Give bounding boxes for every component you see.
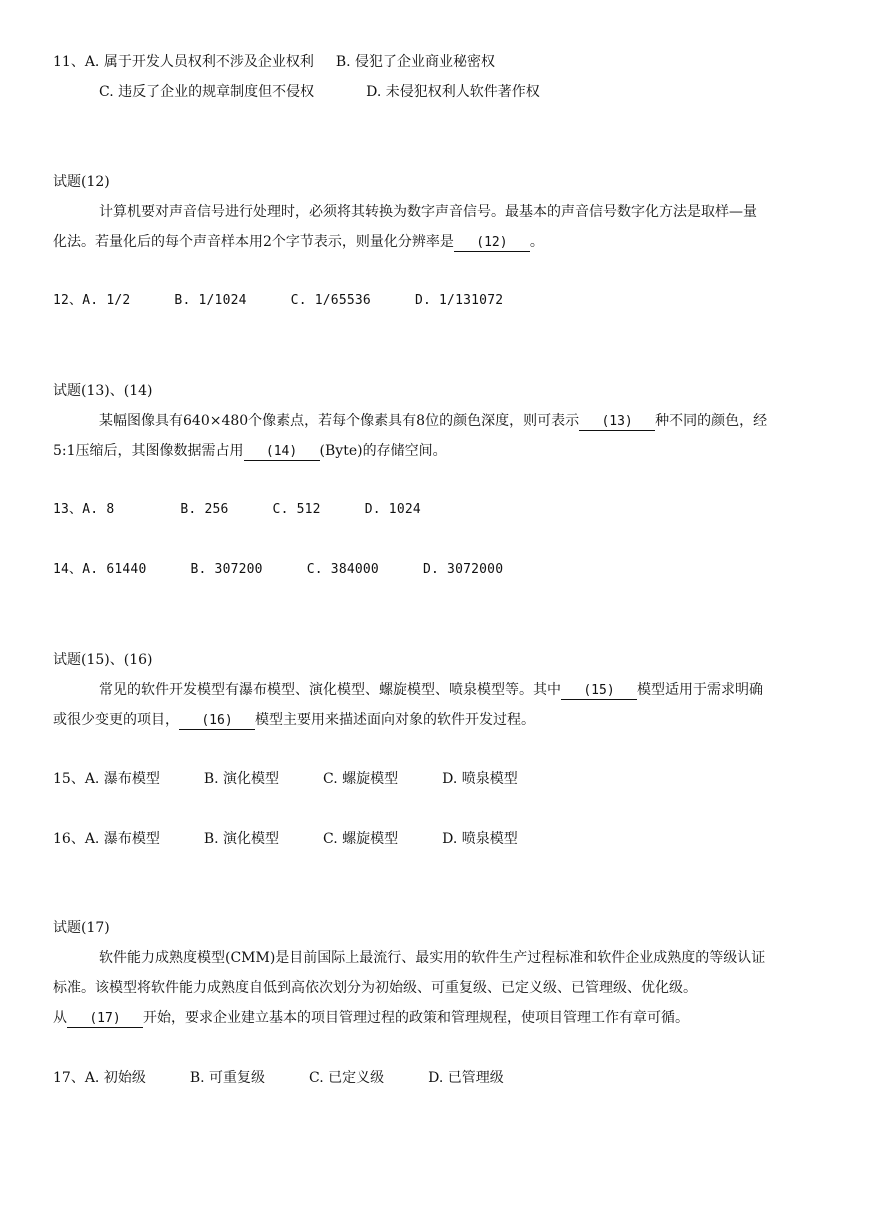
q13-option-a: 13、A. 8 xyxy=(53,502,115,517)
q11-option-d: D. 未侵犯权利人软件著作权 xyxy=(366,84,540,100)
q11-option-c: C. 违反了企业的规章制度但不侵权 xyxy=(99,84,315,100)
q13-14-paragraph-line-1 xyxy=(99,411,767,431)
q12-paragraph-line-1: 计算机要对声音信号进行处理时，必须将其转换为数字声音信号。最基本的声音信号数字化方法是取样—量 xyxy=(99,204,757,220)
q15-text-after: 模型适用于需求明确 xyxy=(637,682,763,698)
q13-14-heading: 试题(13)、(14) xyxy=(53,383,153,399)
q16-text-after: 模型主要用来描述面向对象的软件开发过程。 xyxy=(255,712,535,728)
q16-option-d: D. 喷泉模型 xyxy=(442,831,518,847)
q15-option-c: C. 螺旋模型 xyxy=(323,771,399,787)
q14-option-a: 14、A. 61440 xyxy=(53,562,147,577)
q15-16-paragraph-line-1 xyxy=(99,680,763,700)
q16-options xyxy=(53,829,518,849)
q16-option-a: 16、A. 瀑布模型 xyxy=(53,831,160,847)
q12-option-a: 12、A. 1/2 xyxy=(53,293,131,308)
q15-16-heading: 试题(15)、(16) xyxy=(53,652,153,668)
q13-text-after: 种不同的颜色，经 xyxy=(655,413,768,429)
q17-options xyxy=(53,1068,504,1088)
q15-option-b: B. 演化模型 xyxy=(203,771,280,787)
q12-text-before: 化法。若量化后的每个声音样本用2个字节表示，则量化分辨率是 xyxy=(53,234,454,250)
q14-text-after: (Byte)的存储空间。 xyxy=(319,443,447,459)
q16-option-b: B. 演化模型 xyxy=(203,831,280,847)
q11-options-line-1 xyxy=(53,52,495,72)
q12-option-b: B. 1/1024 xyxy=(174,293,247,308)
q14-answer-blank: (14) xyxy=(244,444,320,461)
q17-text-before: 从 xyxy=(53,1010,67,1026)
q17-paragraph-line-3 xyxy=(53,1008,689,1028)
q12-options xyxy=(53,291,503,311)
q17-option-c: C. 已定义级 xyxy=(309,1070,385,1086)
q15-option-a: 15、A. 瀑布模型 xyxy=(53,771,160,787)
q13-options xyxy=(53,500,421,520)
q16-answer-blank: (16) xyxy=(179,713,255,730)
q17-paragraph-line-1: 软件能力成熟度模型(CMM)是目前国际上最流行、最实用的软件生产过程标准和软件企业成熟度的等级认证 xyxy=(99,950,766,966)
q14-option-d: D. 3072000 xyxy=(422,562,504,577)
q12-paragraph-line-2 xyxy=(53,232,544,252)
q11-option-a: 11、A. 属于开发人员权利不涉及企业权利 xyxy=(53,54,314,70)
q15-answer-blank: (15) xyxy=(561,683,637,700)
q17-option-d: D. 已管理级 xyxy=(428,1070,504,1086)
q11-options-line-2 xyxy=(99,82,540,102)
q13-text-before: 某幅图像具有640×480个像素点，若每个像素具有8位的颜色深度，则可表示 xyxy=(99,413,580,429)
q14-option-b: B. 307200 xyxy=(190,562,263,577)
q12-option-d: D. 1/131072 xyxy=(414,293,504,308)
q17-option-a: 17、A. 初始级 xyxy=(53,1070,146,1086)
q17-option-b: B. 可重复级 xyxy=(189,1070,266,1086)
q17-paragraph-line-2: 标准。该模型将软件能力成熟度自低到高依次划分为初始级、可重复级、已定义级、已管理级、优化级。 xyxy=(53,980,697,996)
q12-answer-blank: (12) xyxy=(454,235,530,252)
q13-answer-blank: (13) xyxy=(579,414,655,431)
q14-option-c: C. 384000 xyxy=(306,562,379,577)
q13-option-c: C. 512 xyxy=(272,502,321,517)
q14-text-before: 5:1压缩后，其图像数据需占用 xyxy=(53,443,244,459)
q13-14-paragraph-line-2 xyxy=(53,441,447,461)
q13-option-d: D. 1024 xyxy=(364,502,421,517)
q12-text-after: 。 xyxy=(529,234,544,250)
q17-heading: 试题(17) xyxy=(53,920,110,936)
q12-heading: 试题(12) xyxy=(53,174,110,190)
q16-text-before: 或很少变更的项目， xyxy=(53,712,179,728)
q17-text-after: 开始，要求企业建立基本的项目管理过程的政策和管理规程，使项目管理工作有章可循。 xyxy=(143,1010,689,1026)
q15-option-d: D. 喷泉模型 xyxy=(442,771,518,787)
q16-option-c: C. 螺旋模型 xyxy=(323,831,399,847)
q15-options xyxy=(53,769,518,789)
q13-option-b: B. 256 xyxy=(180,502,229,517)
q15-16-paragraph-line-2 xyxy=(53,710,535,730)
q12-option-c: C. 1/65536 xyxy=(290,293,371,308)
q14-options xyxy=(53,560,503,580)
q11-option-b: B. 侵犯了企业商业秘密权 xyxy=(335,54,496,70)
q17-answer-blank: (17) xyxy=(67,1011,143,1028)
q15-text-before: 常见的软件开发模型有瀑布模型、演化模型、螺旋模型、喷泉模型等。其中 xyxy=(99,682,561,698)
